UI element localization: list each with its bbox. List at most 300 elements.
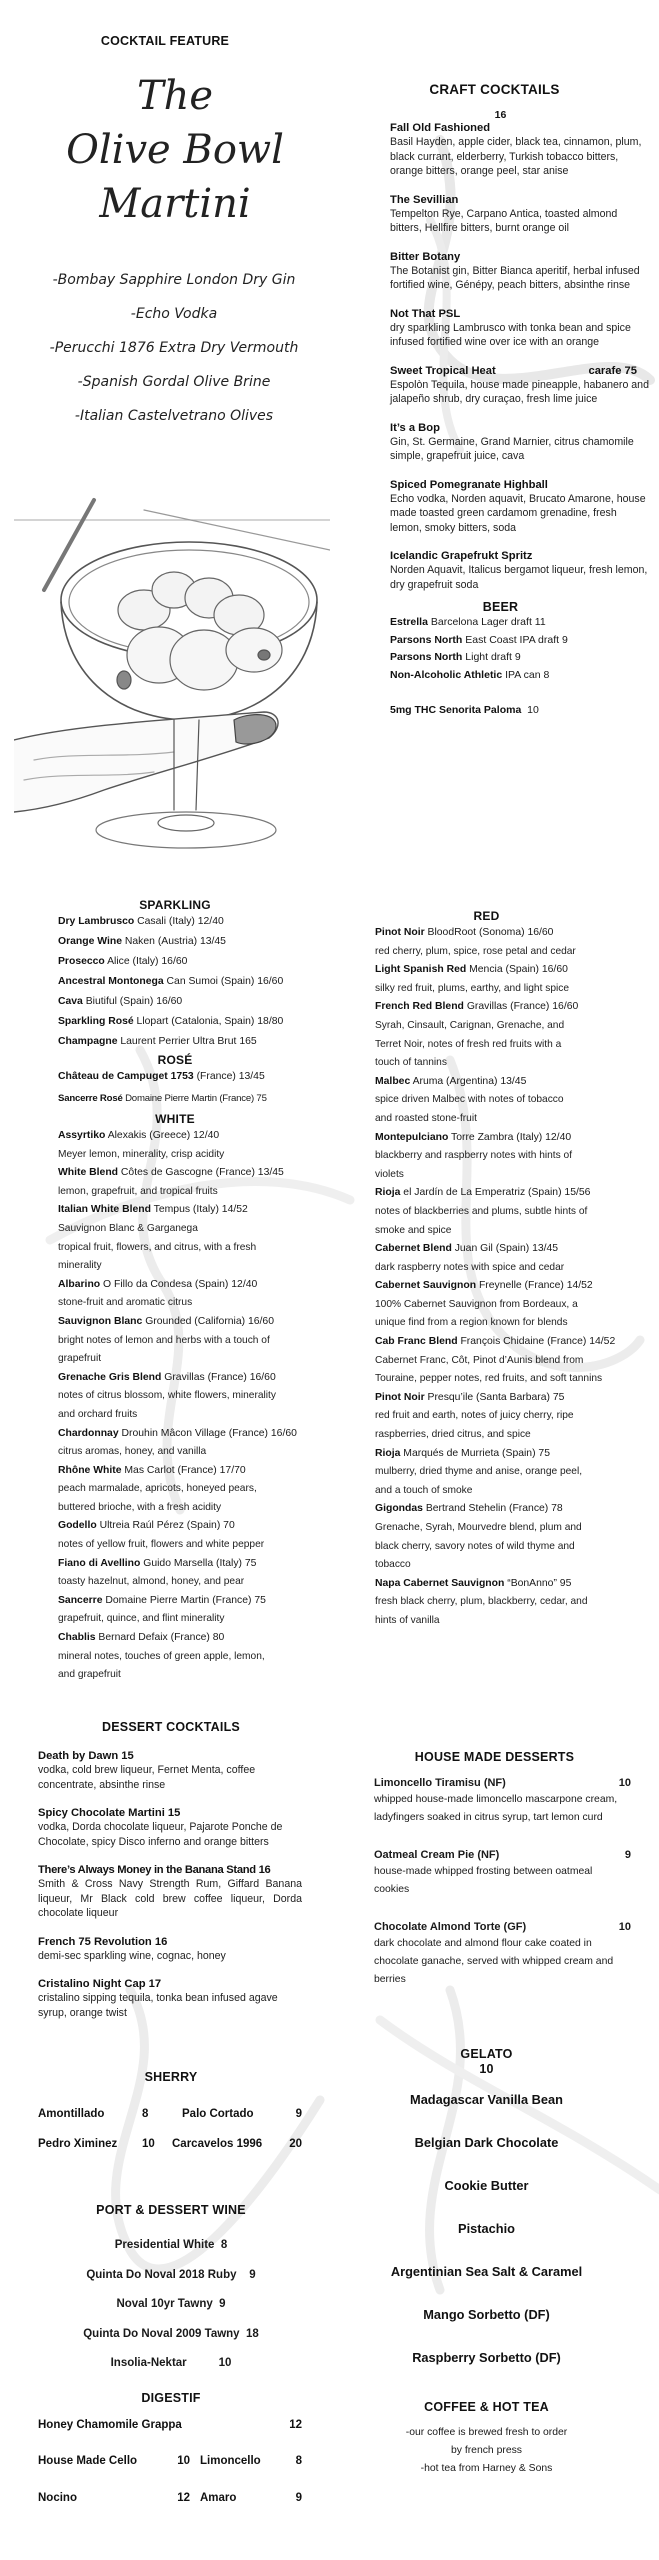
beer-detail: Barcelona Lager draft 11 xyxy=(430,616,546,628)
wine-name: Gigondas xyxy=(375,1503,423,1515)
wine-detail: Casali (Italy) 12/40 xyxy=(137,916,224,927)
sherry-section xyxy=(0,2070,330,2168)
beer-name: Non-Alcoholic Athletic xyxy=(390,669,503,682)
wine-name: Fiano di Avellino xyxy=(58,1557,141,1569)
gelato-flavor: Mango Sorbetto (DF) xyxy=(423,2307,550,2322)
dessert-cocktails-list xyxy=(0,1749,330,2020)
dessert-item xyxy=(374,1776,631,1827)
craft-item-name: Fall Old Fashioned xyxy=(390,122,491,134)
sherry-name: Carcavelos 1996 xyxy=(172,2138,263,2150)
coffee-line: by french press xyxy=(450,2445,523,2456)
craft-item xyxy=(390,364,649,407)
wine-name: Sancerre Rosé xyxy=(58,1093,123,1104)
ingredient: -Italian Castelvetrano Olives xyxy=(74,408,274,424)
craft-item-name: It’s a Bop xyxy=(390,421,440,434)
red-wine-item xyxy=(375,961,653,998)
beer-list xyxy=(330,614,659,720)
digestif-heading: DIGESTIF xyxy=(141,2391,201,2405)
white-wine-item xyxy=(58,1313,324,1369)
wine-detail: O Fillo da Condesa (Spain) 12/40 xyxy=(103,1278,258,1290)
red-wine-item xyxy=(375,1240,653,1277)
wine-tasting-note: Meyer lemon, minerality, crisp acidity xyxy=(58,1148,225,1160)
wine-name: Rioja xyxy=(375,1447,401,1459)
wine-tasting-note: red cherry, plum, spice, rose petal and cedar xyxy=(375,945,576,957)
wine-name: Sparkling Rosé xyxy=(58,1016,134,1027)
wine-title-line xyxy=(58,1425,324,1444)
wine-detail: Alexakis (Greece) 12/40 xyxy=(107,1130,220,1141)
digestif-price: 12 xyxy=(289,2419,302,2431)
wine-tasting-note: raspberries, dried citrus, and spice xyxy=(375,1429,531,1441)
wine-name: Italian White Blend xyxy=(58,1204,151,1216)
dessert-cocktail-desc: vodka, Dorda chocolate liqueur, Pajarote Ponche de Chocolate, spicy Disco inferno and orange bitters xyxy=(38,1821,283,1848)
gelato-flavor: Madagascar Vanilla Bean xyxy=(410,2092,563,2107)
craft-item xyxy=(390,478,649,536)
wine-title-line xyxy=(58,1369,324,1388)
port-price: 10 xyxy=(218,2357,232,2370)
wine-name: Albarino xyxy=(58,1278,101,1290)
gelato-flavor: Argentinian Sea Salt & Caramel xyxy=(390,2264,583,2279)
sparkling-item xyxy=(58,952,330,972)
craft-list xyxy=(330,121,659,592)
wine-name: Malbec xyxy=(375,1075,411,1087)
rose-item xyxy=(58,1087,330,1111)
beer-item xyxy=(390,632,659,650)
dessert-price: 10 xyxy=(618,1921,631,1933)
white-heading: WHITE xyxy=(155,1112,195,1126)
wine-detail: Alice (Italy) 16/60 xyxy=(107,956,188,967)
wine-tasting-note: red fruit and earth, notes of juicy cherry, ripe xyxy=(375,1410,574,1422)
wine-title-line xyxy=(375,1073,653,1092)
coffee-section xyxy=(330,2400,659,2478)
beer-item xyxy=(390,649,659,667)
wine-tasting-note: black cherry, savory notes of wild thyme and xyxy=(375,1540,575,1552)
digestif-price: 12 xyxy=(177,2492,190,2504)
gelato-flavor: Cookie Butter xyxy=(444,2178,529,2193)
digestif-name: Amaro xyxy=(200,2492,237,2504)
port-item xyxy=(12,2349,330,2379)
port-item xyxy=(12,2261,330,2291)
port-section xyxy=(0,2203,330,2379)
wine-detail: Domaine Pierre Martin (France) 75 xyxy=(105,1594,266,1606)
gelato-heading: GELATO xyxy=(460,2047,513,2061)
dessert-cocktail-item xyxy=(38,1806,302,1849)
wine-tasting-note: smoke and spice xyxy=(375,1224,452,1236)
wine-name: Château de Campuget 1753 xyxy=(58,1071,194,1082)
sparkling-item xyxy=(58,932,330,952)
red-wine-item xyxy=(375,924,653,961)
wine-tasting-note: mulberry, dried thyme and anise, orange peel, xyxy=(375,1466,583,1478)
ingredient: -Bombay Sapphire London Dry Gin xyxy=(52,272,296,288)
feature-heading: COCKTAIL FEATURE xyxy=(100,34,230,48)
white-wine-item xyxy=(58,1369,324,1425)
wine-title-line xyxy=(375,1575,653,1594)
craft-item-desc: The Botanist gin, Bitter Bianca aperitif, herbal infused fortified wine, Génépy, peach bitters, absinthe rinse xyxy=(390,264,640,291)
red-heading: RED xyxy=(473,909,500,923)
wine-detail: BloodRoot (Sonoma) 16/60 xyxy=(427,927,554,938)
coffee-line: -hot tea from Harney & Sons xyxy=(420,2463,553,2474)
digestif-row xyxy=(38,2455,302,2492)
sherry-price: 20 xyxy=(289,2138,302,2150)
digestif-price: 8 xyxy=(295,2455,302,2467)
wine-tasting-note: buttered brioche, with a fresh acidity xyxy=(58,1501,222,1513)
wine-detail: Côtes de Gascogne (France) 13/45 xyxy=(120,1167,284,1179)
wine-name: Rioja xyxy=(375,1187,401,1199)
wine-tasting-note: stone-fruit and aromatic citrus xyxy=(58,1297,193,1309)
sherry-name: Amontillado xyxy=(38,2108,105,2120)
wine-tasting-note: and a touch of smoke xyxy=(375,1484,473,1496)
port-item xyxy=(12,2231,330,2261)
rose-list xyxy=(0,1067,330,1111)
wine-tasting-note: and grapefruit xyxy=(58,1669,121,1681)
sparkling-heading: SPARKLING xyxy=(139,898,211,912)
wine-detail: Domaine Pierre Martin (France) 75 xyxy=(125,1093,267,1104)
dessert-cocktail-desc: Smith & Cross Navy Strength Rum, Giffard Banana liqueur, Mr Black cold brew coffee liqueur, Dorda chocolate liqueur xyxy=(38,1878,302,1919)
wine-name: Cabernet Sauvignon xyxy=(375,1280,477,1292)
red-wine-item xyxy=(375,1500,653,1574)
wine-detail: Mencia (Spain) 16/60 xyxy=(469,964,568,976)
wine-title-line xyxy=(58,1313,324,1332)
wine-tasting-note: grapefruit, quince, and flint minerality xyxy=(58,1613,225,1625)
wine-name: Prosecco xyxy=(58,956,105,967)
port-name: Quinta Do Noval 2018 Ruby xyxy=(86,2268,237,2281)
wine-title-line xyxy=(58,1164,324,1183)
gelato-list xyxy=(330,2090,659,2391)
white-wine-item xyxy=(58,1517,324,1554)
wine-title-line xyxy=(375,1184,653,1203)
digestif-row xyxy=(38,2419,302,2455)
wine-detail: Tempus (Italy) 14/52 xyxy=(153,1204,248,1216)
dessert-price: 10 xyxy=(618,1777,631,1789)
craft-item-name: The Sevillian xyxy=(390,193,459,206)
wine-title-line xyxy=(58,1629,324,1648)
wine-tasting-note: fresh black cherry, plum, blackberry, cedar, and xyxy=(375,1596,588,1608)
dessert-name: Oatmeal Cream Pie (NF) xyxy=(374,1849,500,1861)
dessert-cocktail-name: Cristalino Night Cap 17 xyxy=(38,1978,162,1990)
wine-name: Montepulciano xyxy=(375,1131,449,1143)
digestif-price: 9 xyxy=(295,2492,302,2504)
wine-name: Light Spanish Red xyxy=(375,964,467,976)
rose-heading: ROSÉ xyxy=(157,1053,193,1067)
wine-tasting-note: and orchard fruits xyxy=(58,1408,138,1420)
wine-name: Chablis xyxy=(58,1632,96,1644)
dessert-cocktail-item xyxy=(38,1977,302,2020)
coffee-lines xyxy=(330,2424,659,2478)
port-name: Presidential White xyxy=(114,2239,215,2251)
craft-item-desc: Espolòn Tequila, house made pineapple, habanero and jalapeño shrub, dry curaçao, fresh lime juice xyxy=(390,378,649,405)
wine-tasting-note: grapefruit xyxy=(58,1353,102,1365)
ingredient: -Perucchi 1876 Extra Dry Vermouth xyxy=(49,340,299,356)
red-list xyxy=(330,924,659,1631)
wine-title-line xyxy=(375,1129,653,1148)
beer-name: Parsons North xyxy=(390,651,463,664)
craft-item-desc: Basil Hayden, apple cider, black tea, cinnamon, plum, black currant, elderberry, Turkish tobacco bitters, orange bitters, orange peel, star anise xyxy=(390,136,642,177)
wine-detail: Can Sumoi (Spain) 16/60 xyxy=(166,976,284,987)
gelato-flavor: Belgian Dark Chocolate xyxy=(414,2135,559,2150)
white-wine-item xyxy=(58,1592,324,1629)
sparkling-item xyxy=(58,972,330,992)
wine-tasting-note: unique find from a region known for blends xyxy=(375,1317,568,1329)
port-name: Quinta Do Noval 2009 Tawny xyxy=(83,2327,240,2340)
beer-item xyxy=(390,667,659,685)
craft-item-desc: Echo vodka, Norden aquavit, Brucato Amarone, house made toasted green cardamom grenadine, fresh lemon, smoky bitters, soda xyxy=(390,492,646,534)
digestif-name: Honey Chamomile Grappa xyxy=(38,2419,182,2431)
red-wine-item xyxy=(375,1445,653,1501)
wine-name: Chardonnay xyxy=(58,1427,119,1439)
sherry-row xyxy=(38,2108,302,2138)
white-list xyxy=(0,1127,330,1685)
craft-item-name-row xyxy=(390,364,649,378)
craft-item-desc: Norden Aquavit, Italicus bergamot liqueur, fresh lemon, dry grapefruit soda xyxy=(390,564,648,591)
dessert-cocktail-item xyxy=(38,1863,302,1921)
sherry-price: 9 xyxy=(295,2108,302,2120)
wine-detail: (France) 13/45 xyxy=(196,1071,265,1082)
wine-title-line xyxy=(375,1500,653,1519)
digestif-name: House Made Cello xyxy=(38,2455,138,2467)
rose-item xyxy=(58,1067,330,1087)
dessert-cocktail-desc: demi-sec sparkling wine, cognac, honey xyxy=(38,1949,226,1962)
wine-detail: Biutiful (Spain) 16/60 xyxy=(85,996,183,1007)
white-wine-item xyxy=(58,1629,324,1685)
craft-price: 16 xyxy=(494,109,507,121)
wine-tasting-note: toasty hazelnut, almond, honey, and pear xyxy=(58,1576,245,1588)
sparkling-item xyxy=(58,1012,330,1032)
wine-detail: Bernard Defaix (France) 80 xyxy=(98,1632,225,1644)
wine-tasting-note: dark raspberry notes with spice and cedar xyxy=(375,1261,565,1273)
wine-name: Orange Wine xyxy=(58,936,122,947)
red-wine-item xyxy=(375,1129,653,1185)
white-wine-item xyxy=(58,1462,324,1518)
thc-name: 5mg THC Senorita Paloma xyxy=(390,703,522,716)
wine-tasting-note: silky red fruit, plums, earthy, and light spice xyxy=(375,982,570,994)
ingredient: -Echo Vodka xyxy=(130,306,218,322)
white-wine-item xyxy=(58,1425,324,1462)
dessert-name: Chocolate Almond Torte (GF) xyxy=(374,1921,527,1933)
red-wine-item xyxy=(375,1333,653,1389)
wine-detail: Naken (Austria) 13/45 xyxy=(124,936,226,947)
red-wine-item xyxy=(375,1389,653,1445)
wine-title-line xyxy=(58,1517,324,1536)
dessert-price: 9 xyxy=(624,1849,631,1861)
wine-tasting-note: notes of blackberries and plums, subtle hints of xyxy=(375,1205,588,1217)
wine-title-line xyxy=(375,961,653,980)
dessert-cocktail-desc: cristalino sipping tequila, tonka bean infused agave syrup, orange twist xyxy=(38,1992,278,2019)
red-wine-item xyxy=(375,1184,653,1240)
digestif-section xyxy=(0,2391,330,2528)
wine-detail: Aruma (Argentina) 13/45 xyxy=(412,1075,527,1087)
wine-title-line xyxy=(375,1333,653,1352)
feature-title-line: Martini xyxy=(99,181,251,227)
wine-detail: Presqu’ile (Santa Barbara) 75 xyxy=(427,1391,565,1403)
dessert-item xyxy=(374,1848,631,1899)
digestif-row xyxy=(38,2492,302,2528)
wine-tasting-note: Sauvignon Blanc & Garganega xyxy=(58,1222,198,1234)
wine-tasting-note: Touraine, pepper notes, red fruits, and soft tannins xyxy=(375,1373,603,1385)
coffee-line: -our coffee is brewed fresh to order xyxy=(405,2427,568,2438)
dessert-cocktails-heading: DESSERT COCKTAILS xyxy=(102,1720,240,1734)
wine-title-line xyxy=(58,1462,324,1481)
wine-detail: Guido Marsella (Italy) 75 xyxy=(143,1557,257,1569)
digestif-name: Nocino xyxy=(38,2492,77,2504)
port-price: 18 xyxy=(245,2327,259,2340)
digestif-grid xyxy=(0,2419,330,2528)
wine-title-line xyxy=(375,998,653,1017)
white-wine-item xyxy=(58,1276,324,1313)
wine-name: Cab Franc Blend xyxy=(375,1336,458,1348)
dessert-cocktail-name: Death by Dawn 15 xyxy=(38,1750,134,1762)
craft-heading: CRAFT COCKTAILS xyxy=(429,82,560,97)
sherry-grid xyxy=(0,2108,330,2168)
feature-title-line: The xyxy=(136,73,214,119)
dessert-cocktail-item xyxy=(38,1749,302,1792)
wine-detail: el Jardín de La Emperatriz (Spain) 15/56 xyxy=(403,1187,591,1199)
wine-name: Sauvignon Blanc xyxy=(58,1315,143,1327)
dessert-desc: house-made whipped frosting between oatmeal cookies xyxy=(374,1866,593,1895)
digestif-name: Limoncello xyxy=(200,2455,261,2467)
wine-title-line xyxy=(375,924,653,943)
wine-detail: Gravillas (France) 16/60 xyxy=(466,1001,579,1013)
wine-tasting-note: mineral notes, touches of green apple, lemon, xyxy=(58,1650,265,1662)
wine-title-line xyxy=(375,1240,653,1259)
wine-detail: Bertrand Stehelin (France) 78 xyxy=(425,1503,563,1515)
feature-title-line: Olive Bowl xyxy=(66,127,284,173)
wine-detail: Gravillas (France) 16/60 xyxy=(164,1371,276,1383)
wine-name: Dry Lambrusco xyxy=(58,916,135,927)
wine-name: Napa Cabernet Sauvignon xyxy=(375,1577,505,1589)
wine-tasting-note: tropical fruit, flowers, and citrus, with a fresh xyxy=(58,1241,257,1253)
gelato-flavor: Raspberry Sorbetto (DF) xyxy=(412,2350,561,2365)
port-price: 9 xyxy=(249,2268,256,2281)
wine-tasting-note: blackberry and raspberry notes with hints of xyxy=(375,1150,573,1162)
wine-tasting-note: tobacco xyxy=(375,1559,411,1571)
wine-detail: Grounded (California) 16/60 xyxy=(145,1315,274,1327)
red-wine-item xyxy=(375,1073,653,1129)
craft-item-name: Icelandic Grapefrukt Spritz xyxy=(390,550,533,562)
wine-title-line xyxy=(58,1276,324,1295)
wine-title-line xyxy=(58,1201,324,1220)
wine-detail: Ultreia Raúl Pérez (Spain) 70 xyxy=(99,1520,235,1532)
wine-tasting-note: peach marmalade, apricots, honeyed pears, xyxy=(58,1483,257,1495)
sparkling-item xyxy=(58,992,330,1012)
dessert-name-row xyxy=(374,1776,631,1791)
port-item xyxy=(12,2320,330,2350)
dessert-cocktail-name: French 75 Revolution 16 xyxy=(38,1935,168,1948)
wine-title-line xyxy=(375,1277,653,1296)
wine-name: Pinot Noir xyxy=(375,927,425,938)
wine-tasting-note: citrus aromas, honey, and vanilla xyxy=(58,1446,207,1458)
wine-name: Godello xyxy=(58,1520,97,1532)
martini-sketch-illustration xyxy=(14,490,330,850)
craft-item xyxy=(390,549,649,592)
gelato-section xyxy=(330,2047,659,2391)
wine-tasting-note: minerality xyxy=(58,1260,102,1272)
sparkling-list xyxy=(0,912,330,1052)
wine-name: Pinot Noir xyxy=(375,1391,425,1403)
wine-detail: Llopart (Catalonia, Spain) 18/80 xyxy=(136,1016,284,1027)
craft-item-name: Sweet Tropical Heat xyxy=(390,364,496,377)
port-heading: PORT & DESSERT WINE xyxy=(96,2203,246,2217)
white-wine-item xyxy=(58,1201,324,1275)
dessert-name-row xyxy=(374,1848,631,1863)
dessert-cocktail-item xyxy=(38,1935,302,1964)
wine-detail: Mas Carlot (France) 17/70 xyxy=(124,1464,246,1476)
wine-tasting-note: 100% Cabernet Sauvignon from Bordeaux, a xyxy=(375,1298,578,1310)
sparkling-item xyxy=(58,1032,330,1052)
port-name: Insolia-Nektar xyxy=(110,2357,187,2370)
desserts-heading: HOUSE MADE DESSERTS xyxy=(414,1750,575,1764)
dessert-cocktail-name: There’s Always Money in the Banana Stand 16 xyxy=(38,1864,271,1876)
wine-name: White Blend xyxy=(58,1167,119,1179)
ingredient: -Spanish Gordal Olive Brine xyxy=(77,374,271,390)
wine-name: Assyrtiko xyxy=(58,1130,106,1141)
gelato-flavor: Pistachio xyxy=(458,2221,515,2236)
beer-name: Estrella xyxy=(390,616,428,628)
dessert-name-row xyxy=(374,1920,631,1935)
wine-title-line xyxy=(375,1445,653,1464)
wine-tasting-note: hints of vanilla xyxy=(375,1614,440,1626)
white-wine-item xyxy=(58,1555,324,1592)
wine-white-section xyxy=(0,898,330,1685)
craft-item-desc: dry sparkling Lambrusco with tonka bean and spice infused fortified wine over ice with an orange xyxy=(390,321,631,348)
coffee-heading: COFFEE & HOT TEA xyxy=(424,2400,549,2414)
cocktail-feature xyxy=(0,34,330,442)
craft-item xyxy=(390,250,649,293)
wine-detail: “BonAnno” 95 xyxy=(507,1577,572,1589)
sherry-row xyxy=(38,2138,302,2168)
craft-cocktails xyxy=(330,82,659,720)
craft-item xyxy=(390,307,649,350)
wine-title-line xyxy=(375,1389,653,1408)
beer-item xyxy=(390,614,659,632)
wine-name: Rhône White xyxy=(58,1464,122,1476)
gelato-price: 10 xyxy=(479,2062,494,2076)
beer-heading: BEER xyxy=(482,600,519,614)
craft-item-desc: Gin, St. Germaine, Grand Marnier, citrus chamomile simple, grapefruit juice, cava xyxy=(390,435,634,462)
wine-detail: Juan Gil (Spain) 13/45 xyxy=(454,1243,559,1255)
craft-item-name: Not That PSL xyxy=(390,307,461,320)
red-wine-item xyxy=(375,1575,653,1631)
beer-detail: IPA can 8 xyxy=(505,669,550,682)
white-wine-item xyxy=(58,1164,324,1201)
wine-tasting-note: Terret Noir, notes of fresh red fruits with a xyxy=(375,1038,562,1050)
craft-item-desc: Tempelton Rye, Carpano Antica, toasted almond bitters, Hellfire bitters, burnt orange oil xyxy=(390,207,618,234)
wine-name: Champagne xyxy=(58,1036,118,1047)
craft-item xyxy=(390,121,649,179)
beer-detail: East Coast IPA draft 9 xyxy=(465,633,568,646)
wine-title-line xyxy=(58,1592,324,1611)
craft-item-name: Spiced Pomegranate Highball xyxy=(390,478,548,491)
feature-title xyxy=(0,70,330,230)
red-wine-item xyxy=(375,1277,653,1333)
sherry-name: Palo Cortado xyxy=(182,2108,254,2120)
dessert-cocktail-desc: vodka, cold brew liqueur, Fernet Menta, coffee concentrate, absinthe rinse xyxy=(38,1764,256,1791)
wine-tasting-note: Grenache, Syrah, Mourvedre blend, plum and xyxy=(375,1522,582,1533)
wine-name: Grenache Gris Blend xyxy=(58,1371,162,1383)
desserts-list xyxy=(330,1776,659,1989)
craft-item-name: Bitter Botany xyxy=(390,250,461,263)
dessert-desc: whipped house-made limoncello mascarpone cream, ladyfingers soaked in citrus syrup, tart lemon curd xyxy=(374,1794,618,1823)
white-wine-item xyxy=(58,1127,324,1164)
wine-detail: Drouhin Mâcon Village (France) 16/60 xyxy=(121,1427,297,1439)
sparkling-item xyxy=(58,912,330,932)
wine-tasting-note: bright notes of lemon and herbs with a touch of xyxy=(58,1334,270,1346)
house-desserts xyxy=(330,1750,659,1989)
port-list xyxy=(0,2231,330,2379)
wine-red-section xyxy=(330,908,659,1631)
beer-detail: Light draft 9 xyxy=(465,651,521,664)
wine-name: Cabernet Blend xyxy=(375,1243,452,1255)
wine-title-line xyxy=(58,1127,324,1146)
wine-tasting-note: lemon, grapefruit, and tropical fruits xyxy=(58,1185,218,1197)
